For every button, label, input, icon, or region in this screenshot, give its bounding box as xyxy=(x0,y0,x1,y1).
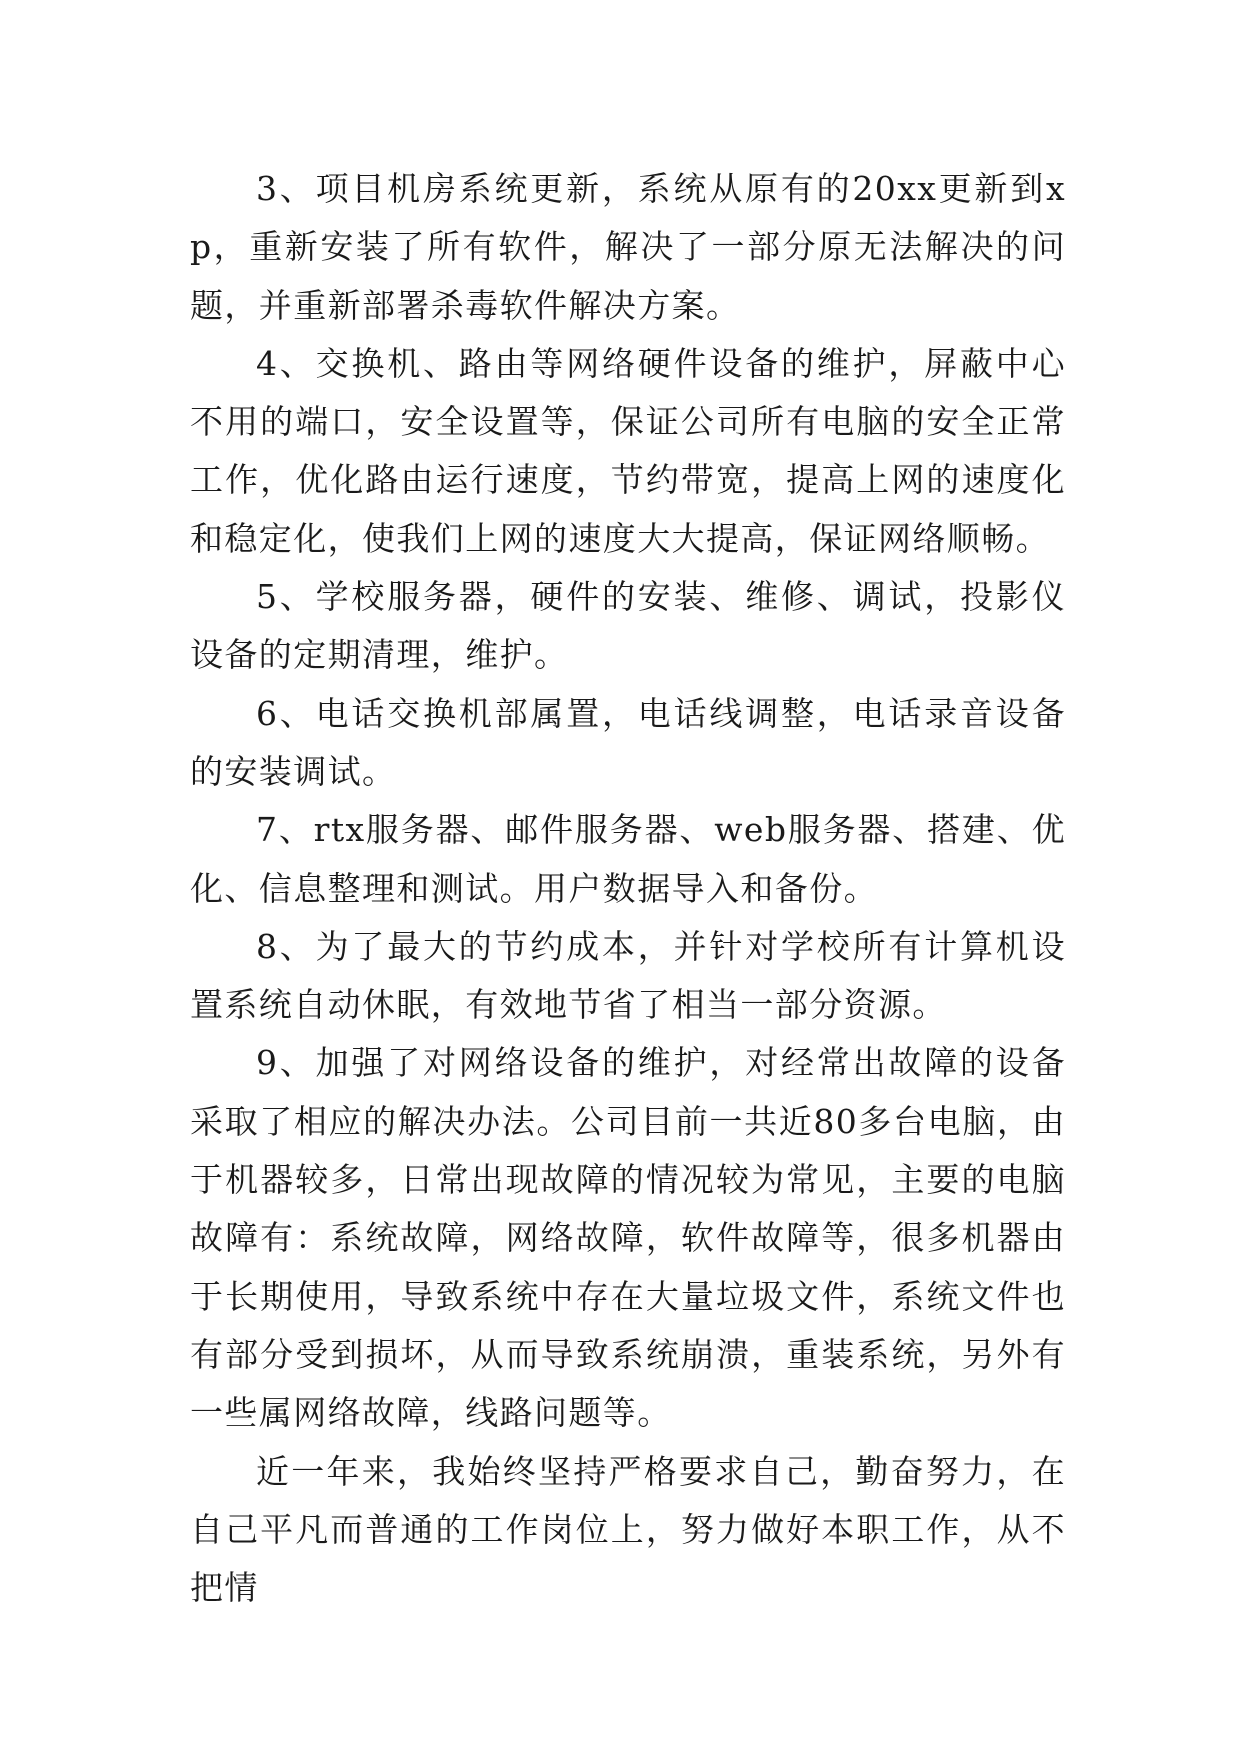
paragraph-item-3: 3、项目机房系统更新，系统从原有的20xx更新到xp，重新安装了所有软件，解决了一部分原无法解决的问题，并重新部署杀毒软件解决方案。 xyxy=(190,169,1066,325)
paragraph-item-8: 8、为了最大的节约成本，并针对学校所有计算机设置系统自动休眠，有效地节省了相当一部分资源。 xyxy=(190,926,1066,1025)
paragraph-item-9: 9、加强了对网络设备的维护，对经常出故障的设备采取了相应的解决办法。公司目前一共近80多台电脑，由于机器较多，日常出现故障的情况较为常见，主要的电脑故障有：系统故障，网络故障，软件故障等，很多机器由于长期使用，导致系统中存在大量垃圾文件，系统文件也有部分受到损坏，从而导致系统崩溃，重装系统，另外有一些属网络故障，线路问题等。 xyxy=(190,1043,1066,1433)
paragraph-item-6: 6、电话交换机部属置，电话线调整，电话录音设备的安装调试。 xyxy=(190,693,1066,791)
document-body xyxy=(190,160,1066,1617)
paragraph-item-4: 4、交换机、路由等网络硬件设备的维护，屏蔽中心不用的端口，安全设置等，保证公司所有电脑的安全正常工作，优化路由运行速度，节约带宽，提高上网的速度化和稳定化，使我们上网的速度大大提高，保证网络顺畅。 xyxy=(190,343,1066,558)
paragraph-summary: 近一年来，我始终坚持严格要求自己，勤奋努力，在自己平凡而普通的工作岗位上，努力做好本职工作，从不把情 xyxy=(190,1451,1066,1608)
paragraph-item-7: 7、rtx服务器、邮件服务器、web服务器、搭建、优化、信息整理和测试。用户数据导入和备份。 xyxy=(190,810,1066,908)
paragraph-item-5: 5、学校服务器，硬件的安装、维修、调试，投影仪设备的定期清理，维护。 xyxy=(190,577,1066,675)
